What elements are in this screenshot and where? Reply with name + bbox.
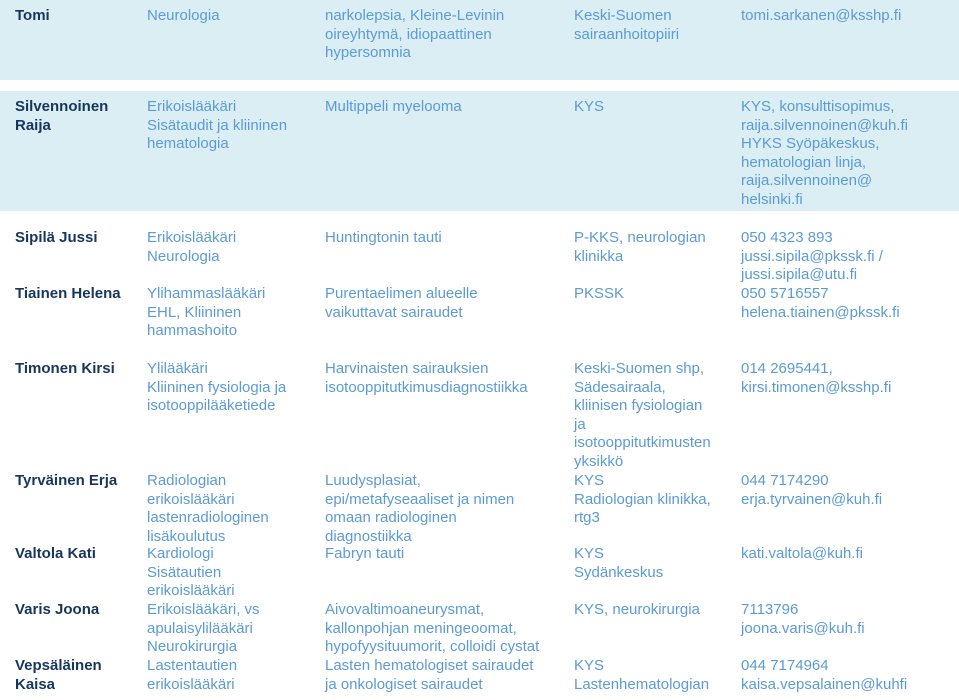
cell-contact: 044 7174290 erja.tyrvainen@kuh.fi — [741, 472, 883, 508]
cell-organization: KYS Sydänkeskus — [574, 545, 664, 581]
cell-contact: 044 7174964 kaisa.vepsalainen@kuhfi — [741, 657, 908, 693]
cell-field: Luudysplasiat, epi/metafyseaaliset ja nimen omaan radiologinen diagnostiikka — [325, 472, 515, 545]
cell-organization: KYS — [574, 98, 605, 115]
cell-title: Erikoislääkäri, vs apulaisylilääkäri Neurokirurgia — [147, 601, 260, 656]
cell-field: Lasten hematologiset sairaudet ja onkologiset sairaudet — [325, 657, 534, 693]
cell-name: Tomi — [15, 7, 50, 24]
cell-field: Huntingtonin tauti — [325, 229, 442, 246]
cell-organization: Keski-Suomen shp, Sädesairaala, kliinisen fysiologian ja isotooppitutkimusten yksikkö — [574, 360, 711, 470]
table-row — [0, 601, 959, 657]
cell-organization: P-KKS, neurologian klinikka — [574, 229, 706, 265]
cell-organization: KYS Radiologian klinikka, rtg3 — [574, 472, 711, 527]
table-row — [0, 545, 959, 601]
cell-name: Silvennoinen Raija — [15, 98, 109, 134]
cell-field: Purentaelimen alueelle vaikuttavat sairaudet — [325, 285, 478, 321]
table-row — [0, 229, 959, 285]
cell-organization: Keski-Suomen sairaanhoitopiiri — [574, 7, 680, 43]
table-row — [0, 0, 959, 80]
cell-name: Tyrväinen Erja — [15, 472, 118, 489]
table-row — [0, 657, 959, 700]
cell-contact: 014 2695441, kirsi.timonen@ksshp.fi — [741, 360, 892, 396]
cell-name: Timonen Kirsi — [15, 360, 115, 377]
cell-title: Radiologian erikoislääkäri lastenradiologinen lisäkoulutus — [147, 472, 269, 545]
cell-title: Ylilääkäri Kliininen fysiologia ja isotooppilääketiede — [147, 360, 287, 415]
cell-title: Neurologia — [147, 7, 220, 24]
cell-field: narkolepsia, Kleine-Levinin oireyhtymä, idiopaattinen hypersomnia — [325, 7, 505, 62]
cell-field: Harvinaisten sairauksien isotooppitutkimusdiagnostiikka — [325, 360, 528, 396]
cell-contact: 7113796 joona.varis@kuh.fi — [741, 601, 865, 637]
table-row — [0, 91, 959, 211]
cell-field: Multippeli myelooma — [325, 98, 462, 115]
cell-title: Ylihammaslääkäri EHL, Kliininen hammashoito — [147, 285, 266, 340]
cell-title: Kardiologi Sisätautien erikoislääkäri — [147, 545, 235, 600]
cell-name: Valtola Kati — [15, 545, 96, 562]
cell-organization: PKSSK — [574, 285, 625, 302]
table-row — [0, 285, 959, 345]
cell-title: Erikoislääkäri Sisätaudit ja kliininen hematologia — [147, 98, 288, 153]
cell-title: Lastentautien erikoislääkäri — [147, 657, 238, 693]
table-row — [0, 360, 959, 472]
cell-title: Erikoislääkäri Neurologia — [147, 229, 237, 265]
cell-contact: kati.valtola@kuh.fi — [741, 545, 863, 562]
cell-contact: 050 4323 893 jussi.sipila@pkssk.fi / jussi.sipila@utu.fi — [741, 229, 883, 284]
cell-contact: KYS, konsulttisopimus, raija.silvennoinen@kuh.fi HYKS Syöpäkeskus, hematologian linja, raija.silvennoinen@ helsinki.fi — [741, 98, 908, 208]
cell-organization: KYS, neurokirurgia — [574, 601, 700, 618]
cell-contact: 050 5716557 helena.tiainen@pkssk.fi — [741, 285, 900, 321]
cell-field: Fabryn tauti — [325, 545, 405, 562]
cell-name: Vepsäläinen Kaisa — [15, 657, 102, 693]
cell-name: Tiainen Helena — [15, 285, 121, 302]
cell-name: Sipilä Jussi — [15, 229, 98, 246]
cell-contact: tomi.sarkanen@ksshp.fi — [741, 7, 902, 24]
cell-organization: KYS Lastenhematologian — [574, 657, 710, 693]
table-row — [0, 472, 959, 547]
cell-name: Varis Joona — [15, 601, 100, 618]
cell-field: Aivovaltimoaneurysmat, kallonpohjan meningeoomat, hypofyysituumorit, colloidi cystat — [325, 601, 540, 656]
